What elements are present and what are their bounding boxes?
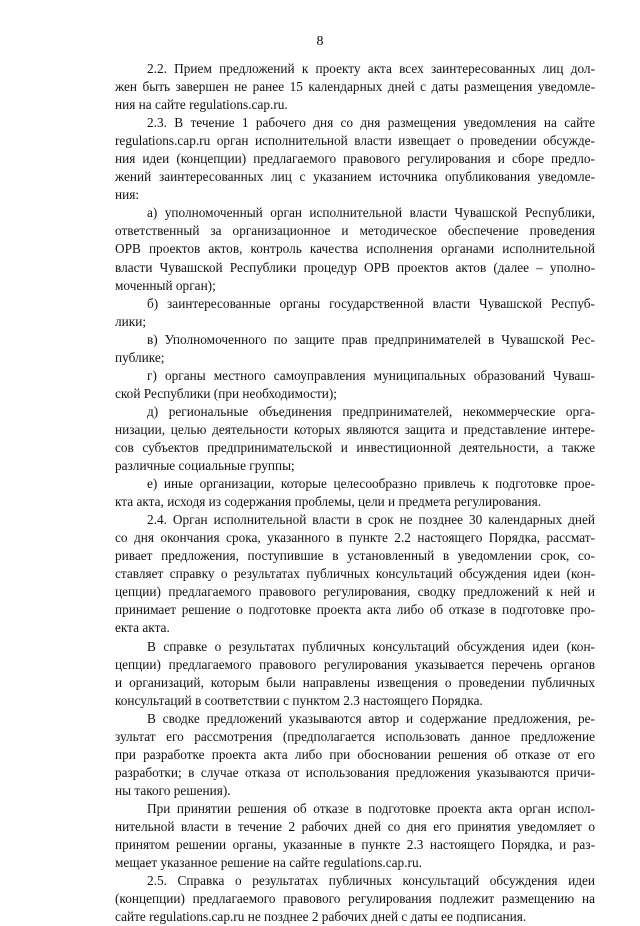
text-line: 2.4. Орган исполнительной власти в срок не позднее 30 календарных дней	[147, 512, 595, 528]
text-line: 2.3. В течение 1 рабочего дня со дня размещения уведомления на сайте	[147, 115, 595, 131]
text-line: а) уполномоченный орган исполнительной власти Чувашской Республики,	[147, 205, 595, 221]
text-line: разработки; в случае отказа от использования предложения указываются причи-	[115, 764, 595, 780]
text-line: жен быть завершен не ранее 15 календарных дней с даты размещения уведомле-	[115, 79, 595, 95]
paragraph	[115, 710, 595, 800]
page-number: 8	[316, 34, 324, 49]
text-line: (концепции) предлагаемого правового регулирования подлежит размещению на	[115, 891, 595, 907]
text-line: и организаций, которым были направлены извещения о проведении публичных	[115, 674, 595, 690]
text-line: кта акта, исходя из содержания проблемы, цели и предмета регулирования.	[115, 494, 542, 510]
text-line: ния:	[115, 187, 140, 203]
text-line: При принятии решения об отказе в подготовке проекта акта орган испол-	[147, 800, 595, 816]
text-line: консультаций в соответствии с пунктом 2.3 настоящего Порядка.	[115, 692, 483, 708]
text-line: г) органы местного самоуправления муниципальных образований Чуваш-	[147, 367, 595, 383]
text-line: б) заинтересованные органы государственной власти Чувашской Респуб-	[147, 295, 595, 311]
paragraph	[115, 114, 595, 204]
paragraph	[115, 475, 595, 511]
text-line: мещает указанное решение на сайте regulations.cap.ru.	[115, 855, 422, 871]
paragraph	[115, 638, 595, 710]
text-line: В справке о результатах публичных консультаций обсуждения идеи (кон-	[147, 638, 595, 654]
text-line: цепции) предлагаемого правового регулирования, сводку предложений к ней и	[115, 584, 595, 600]
text-line: власти Чувашской Республики процедур ОРВ проектов актов (далее – уполно-	[115, 259, 595, 275]
text-line: д) региональные объединения предпринимателей, некоммерческие орга-	[147, 403, 595, 419]
paragraph	[115, 872, 595, 926]
text-line: принимает решение о подготовке проекта акта либо об отказе в подготовке про-	[115, 602, 595, 618]
text-line: принятом решении органы, указанные в пункте 2.3 настоящего Порядка, и раз-	[115, 837, 595, 853]
text-line: низации, целью деятельности которых являются защита и представление интере-	[115, 421, 595, 437]
text-line: цепции) предлагаемого правового регулирования указывается перечень органов	[115, 656, 595, 672]
text-line: В сводке предложений указываются автор и содержание предложения, ре-	[147, 710, 595, 726]
text-line: ответственный за организационное и методическое обеспечение проведения	[115, 223, 595, 239]
text-line: ны такого решения).	[115, 782, 231, 798]
text-line: 2.5. Справка о результатах публичных консультаций обсуждения идеи	[147, 873, 595, 889]
text-line: ской Республики (при необходимости);	[115, 385, 337, 401]
document-body	[115, 60, 595, 926]
paragraph	[115, 60, 595, 114]
text-line: екта акта.	[115, 620, 170, 636]
paragraph	[115, 367, 595, 403]
text-line: зультат его рассмотрения (предполагается использовать данное предложение	[115, 728, 595, 744]
text-line: ОРВ проектов актов, контроль качества исполнения органами исполнительной	[115, 241, 595, 257]
text-line: regulations.cap.ru орган исполнительной власти извещает о проведении обсужде-	[115, 133, 595, 149]
paragraph	[115, 511, 595, 637]
text-line: ния идеи (концепции) предлагаемого правового регулирования и сборе предло-	[115, 151, 595, 167]
paragraph	[115, 331, 595, 367]
text-line: моченный орган);	[115, 277, 216, 293]
text-line: е) иные организации, которые целесообразно привлечь к подготовке прое-	[147, 476, 595, 492]
paragraph	[115, 800, 595, 872]
text-line: жений заинтересованных лиц с указанием источника опубликования уведомле-	[115, 169, 595, 185]
text-line: со дня окончания срока, указанного в пункте 2.2 настоящего Порядка, рассмат-	[115, 530, 595, 546]
text-line: в) Уполномоченного по защите прав предпринимателей в Чувашской Рес-	[147, 331, 595, 347]
text-line: 2.2. Прием предложений к проекту акта всех заинтересованных лиц дол-	[147, 61, 595, 76]
text-line: лики;	[115, 313, 147, 329]
text-line: ния на сайте regulations.cap.ru.	[115, 97, 288, 113]
paragraph	[115, 295, 595, 331]
paragraph	[115, 403, 595, 475]
text-line: ставляет справку о результатах публичных консультаций обсуждения идеи (кон-	[115, 566, 595, 582]
text-line: при разработке проекта акта либо при обосновании решения об отказе от его	[115, 746, 595, 762]
text-line: сайте regulations.cap.ru не позднее 2 рабочих дней с даты ее подписания.	[115, 909, 527, 925]
text-line: ривает предложения, поступившие в установленный в уведомлении срок, со-	[115, 548, 595, 564]
text-line: различные социальные группы;	[115, 458, 295, 474]
text-line: нительной власти в течение 2 рабочих дней со дня его принятия уведомляет о	[115, 818, 595, 834]
paragraph	[115, 204, 595, 294]
text-line: публике;	[115, 349, 165, 365]
text-line: сов субъектов предпринимательской и инвестиционной деятельности, а также	[115, 439, 595, 455]
